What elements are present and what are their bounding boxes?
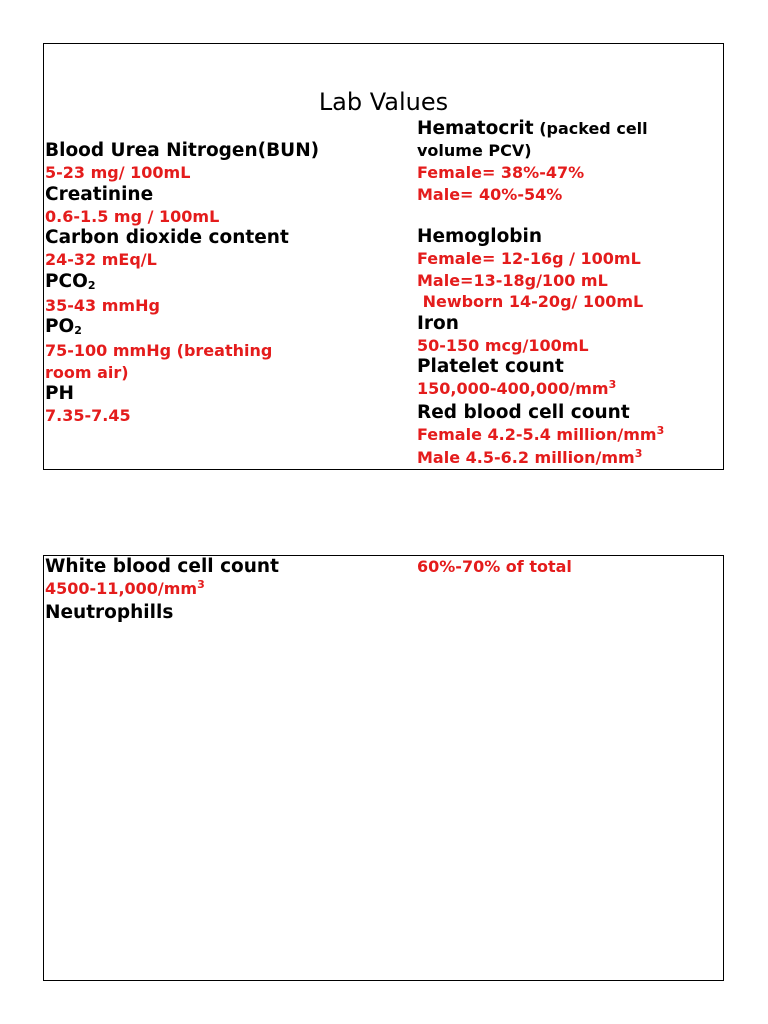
- rbc-label: Red blood cell count: [417, 401, 630, 423]
- rbc-female-text: Female 4.2-5.4 million/mm: [417, 424, 657, 444]
- rbc-male-value: [417, 447, 664, 471]
- hemoglobin-newborn-value: Newborn 14-20g/ 100mL: [417, 292, 644, 311]
- pco2-label: [45, 271, 319, 295]
- bun-label: Blood Urea Nitrogen(BUN): [45, 140, 320, 161]
- platelet-superscript: 3: [608, 378, 617, 391]
- hematocrit-note-line2-row: [417, 140, 664, 162]
- platelet-value: [417, 378, 664, 402]
- rbc-male-superscript: 3: [634, 447, 643, 460]
- creatinine-label: Creatinine: [45, 183, 154, 205]
- pco2-subscript: 2: [87, 278, 96, 292]
- ph-label: PH: [45, 383, 75, 404]
- lab-values-slide-continued: [43, 555, 724, 981]
- wbc-value: [45, 578, 279, 602]
- creatinine-value: 0.6-1.5 mg / 100mL: [45, 206, 220, 226]
- pco2-label-text: PCO: [45, 270, 88, 292]
- platelet-value-text: 150,000-400,000/mm: [417, 379, 609, 398]
- hemoglobin-male-value: Male=13-18g/100 mL: [417, 270, 608, 290]
- left-column: [45, 140, 319, 427]
- slide-title: Lab Values: [318, 88, 449, 116]
- right-column: [417, 118, 664, 471]
- hematocrit-male-value: Male= 40%-54%: [417, 184, 563, 204]
- hemoglobin-label: Hemoglobin: [417, 226, 543, 247]
- iron-value: 50-150 mcg/100mL: [417, 335, 589, 355]
- platelet-label: Platelet count: [417, 356, 564, 377]
- rbc-male-text: Male 4.5-6.2 million/mm: [417, 448, 635, 467]
- rbc-female-value: [417, 424, 664, 448]
- po2-subscript: 2: [74, 324, 82, 337]
- hematocrit-label: [417, 118, 664, 140]
- neutrophils-value: 60%-70% of total: [417, 557, 572, 576]
- wbc-value-text: 4500-11,000/mm: [45, 579, 198, 598]
- po2-label-text: PO: [45, 316, 75, 337]
- right-column: [417, 556, 572, 578]
- bun-value: 5-23 mg/ 100mL: [45, 163, 191, 182]
- po2-label: [45, 316, 319, 340]
- po2-value-line1: 75-100 mmHg (breathing: [45, 341, 273, 360]
- hematocrit-label-text: Hematocrit: [417, 118, 534, 139]
- co2-value: 24-32 mEq/L: [45, 250, 157, 269]
- wbc-label: White blood cell count: [45, 556, 279, 577]
- hematocrit-note-line2: volume PCV): [417, 141, 532, 160]
- po2-value-line2: room air): [45, 362, 129, 382]
- hematocrit-female-value: Female= 38%-47%: [417, 163, 585, 182]
- rbc-female-superscript: 3: [656, 423, 665, 437]
- spacer: [417, 205, 664, 226]
- wbc-superscript: 3: [197, 578, 205, 591]
- neutrophils-label: Neutrophills: [45, 601, 174, 623]
- ph-value: 7.35-7.45: [45, 406, 131, 425]
- left-column: [45, 556, 279, 624]
- iron-label: Iron: [417, 312, 459, 334]
- pco2-value: 35-43 mmHg: [45, 295, 160, 315]
- co2-label: Carbon dioxide content: [45, 227, 289, 248]
- hemoglobin-female-value: Female= 12-16g / 100mL: [417, 249, 641, 268]
- lab-values-slide: [43, 43, 724, 470]
- hematocrit-note-line1: (packed cell: [533, 119, 648, 138]
